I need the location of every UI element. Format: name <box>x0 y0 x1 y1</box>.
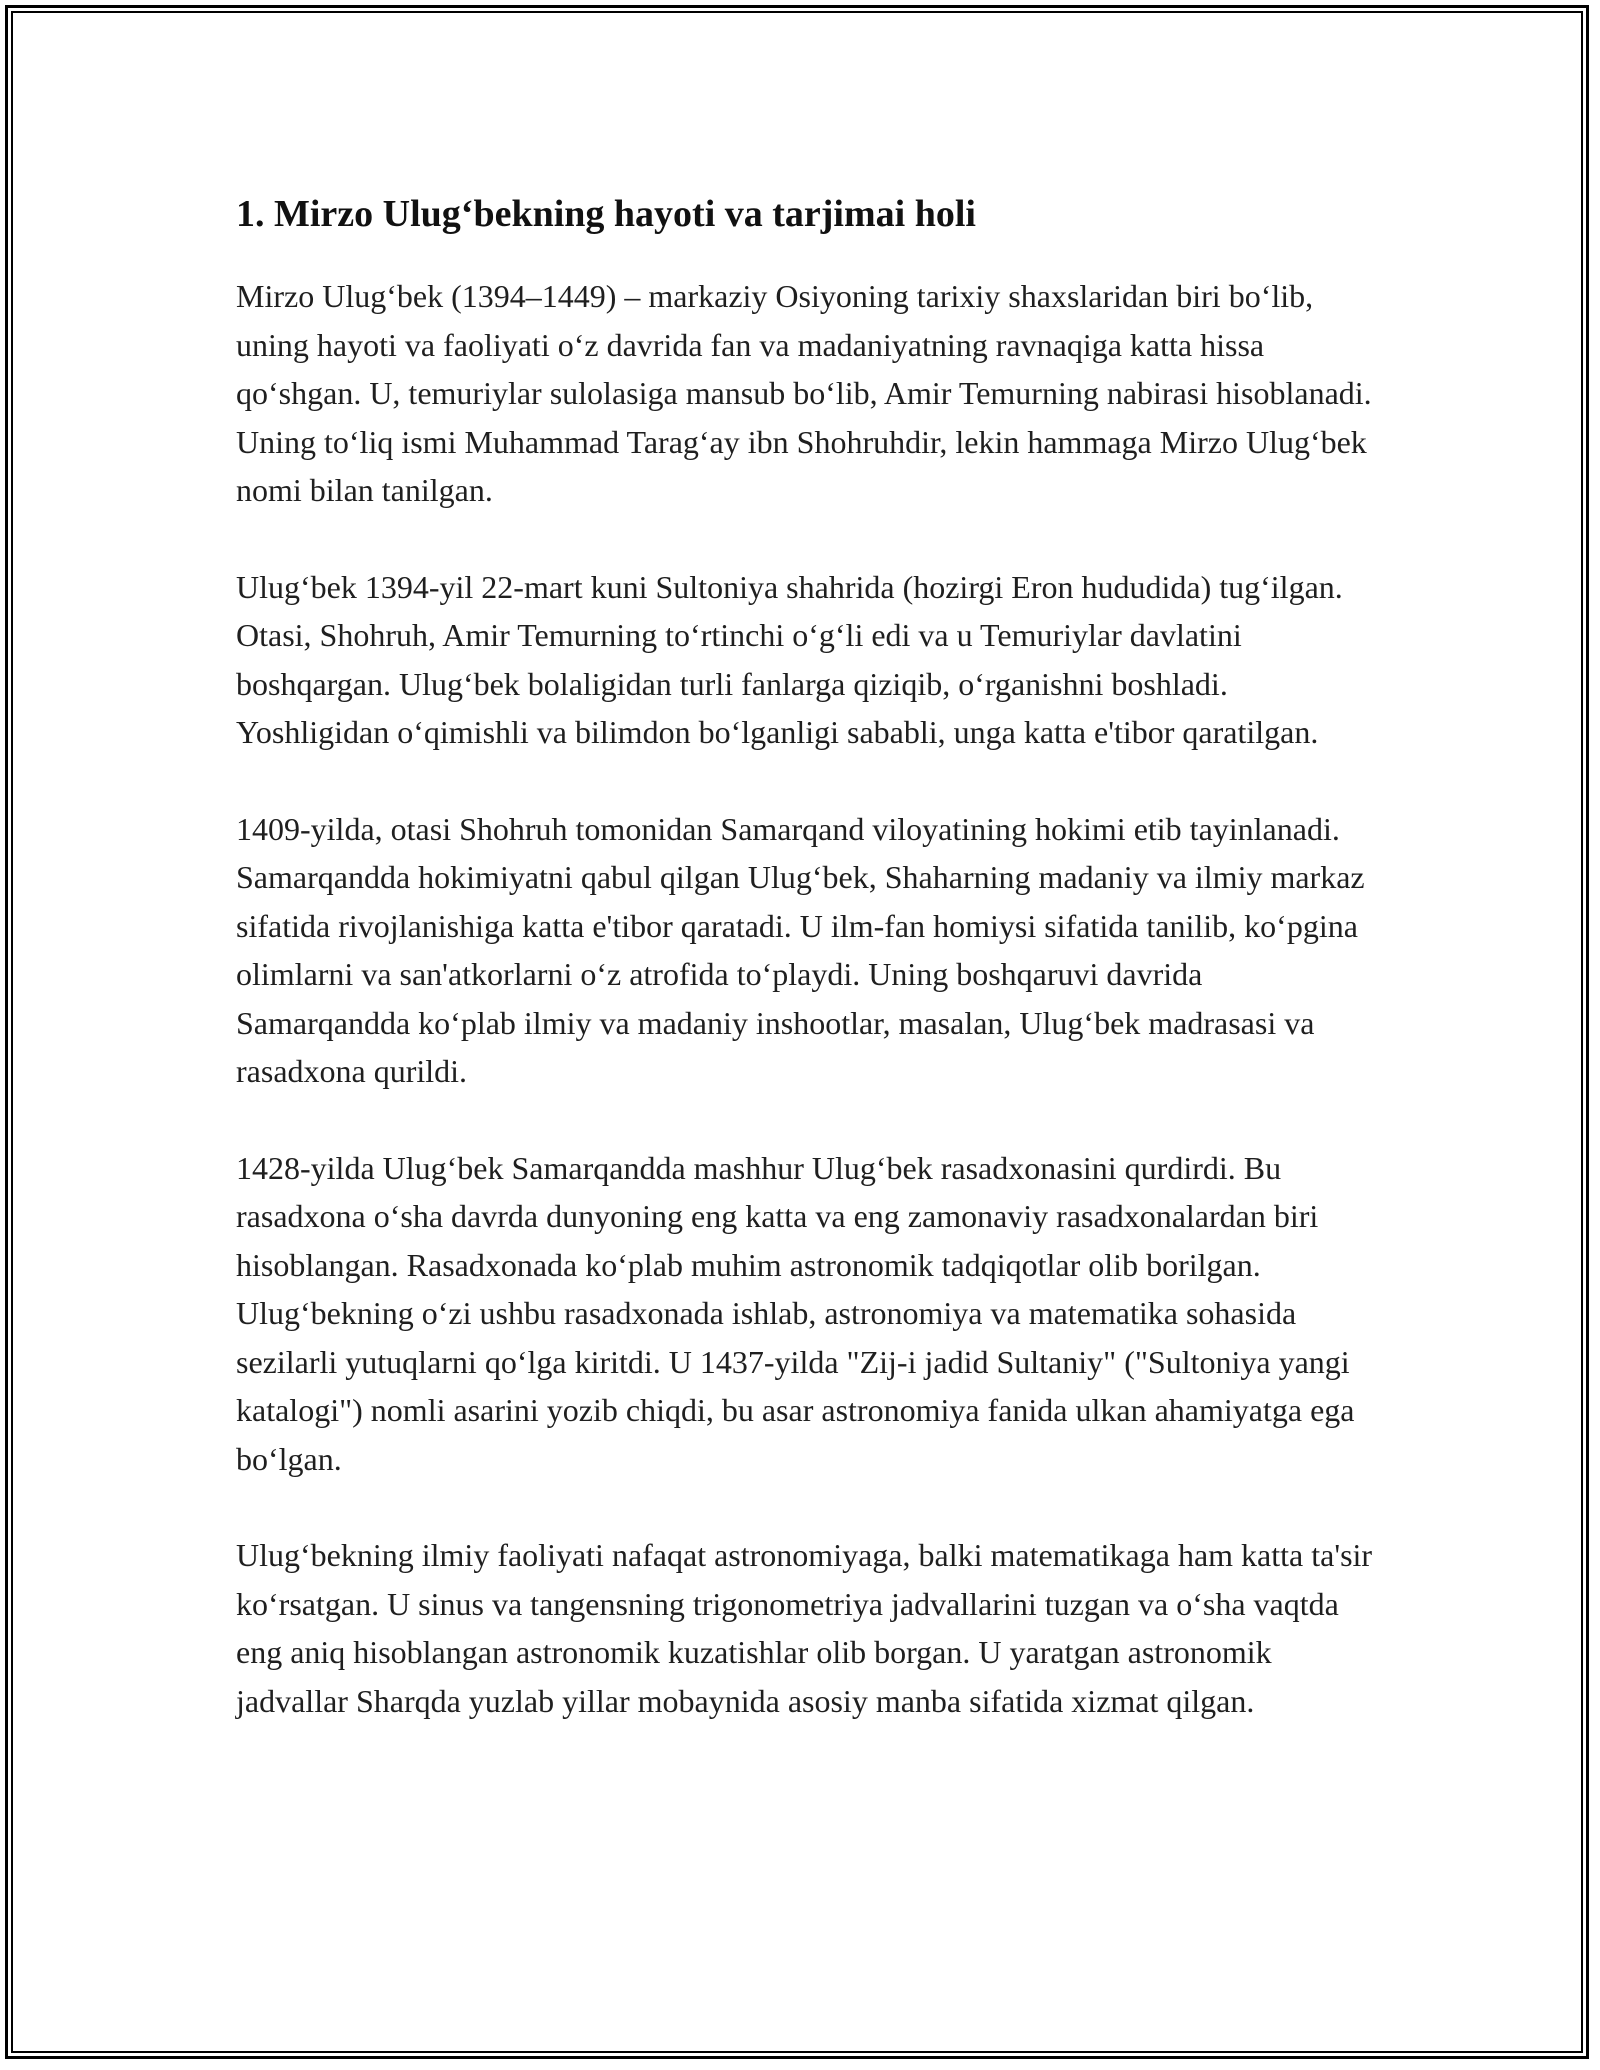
document-body <box>236 186 1376 1773</box>
paragraph-samarqand-governor: 1409-yilda, otasi Shohruh tomonidan Samarqand viloyatining hokimi etib tayinlanadi. Samarqandda hokimiyatni qabul qilgan Ulug‘bek, Shaharning madaniy va ilmiy markaz sifatida rivojlanishiga katta e'tibor qaratadi. U ilm-fan homiysi sifatida tanilib, ko‘pgina olimlarni va san'atkorlarni o‘z atrofida to‘playdi. Uning boshqaruvi davrida Samarqandda ko‘plab ilmiy va madaniy inshootlar, masalan, Ulug‘bek madrasasi va rasadxona qurildi. <box>236 810 1365 1089</box>
paragraph-scientific-legacy: Ulug‘bekning ilmiy faoliyati nafaqat astronomiyaga, balki matematikaga ham katta ta'sir ko‘rsatgan. U sinus va tangensning trigonometriya jadvallarini tuzgan va o‘sha vaqtda eng aniq hisoblangan astronomik kuzatishlar olib borgan. U yaratgan astronomik jadvallar Sharqda yuzlab yillar mobaynida asosiy manba sifatida xizmat qilgan. <box>236 1537 1373 1719</box>
paragraph-birth-childhood: Ulug‘bek 1394-yil 22-mart kuni Sultoniya shahrida (hozirgi Eron hududida) tug‘ilgan. Otasi, Shohruh, Amir Temurning to‘rtinchi o‘g‘li edi va u Temuriylar davlatini boshqargan. Ulug‘bek bolaligidan turli fanlarga qiziqib, o‘rganishni boshladi. Yoshligidan o‘qimishli va bilimdon bo‘lganligi sababli, unga katta e'tibor qaratilgan. <box>236 568 1343 750</box>
section-title: 1. Mirzo Ulug‘bekning hayoti va tarjimai holi <box>236 193 976 235</box>
paragraph-observatory: 1428-yilda Ulug‘bek Samarqandda mashhur Ulug‘bek rasadxonasini qurdirdi. Bu rasadxona o‘sha davrda dunyoning eng katta va eng zamonaviy rasadxonalardan biri hisoblangan. Rasadxonada ko‘plab muhim astronomik tadqiqotlar olib borilgan. Ulug‘bekning o‘zi ushbu rasadxonada ishlab, astronomiya va matematika sohasida sezilarli yutuqlarni qo‘lga kiritdi. U 1437-yilda "Zij-i jadid Sultaniy" ("Sultoniya yangi katalogi") nomli asarini yozib chiqdi, bu asar astronomiya fanida ulkan ahamiyatga ega bo‘lgan. <box>236 1149 1355 1477</box>
paragraph-biography-intro: Mirzo Ulug‘bek (1394–1449) – markaziy Osiyoning tarixiy shaxslaridan biri bo‘lib, uning hayoti va faoliyati o‘z davrida fan va madaniyatning ravnaqiga katta hissa qo‘shgan. U, temuriylar sulolasiga mansub bo‘lib, Amir Temurning nabirasi hisoblanadi. Uning to‘liq ismi Muhammad Tarag‘ay ibn Shohruhdir, lekin hammaga Mirzo Ulug‘bek nomi bilan tanilgan. <box>236 278 1372 508</box>
